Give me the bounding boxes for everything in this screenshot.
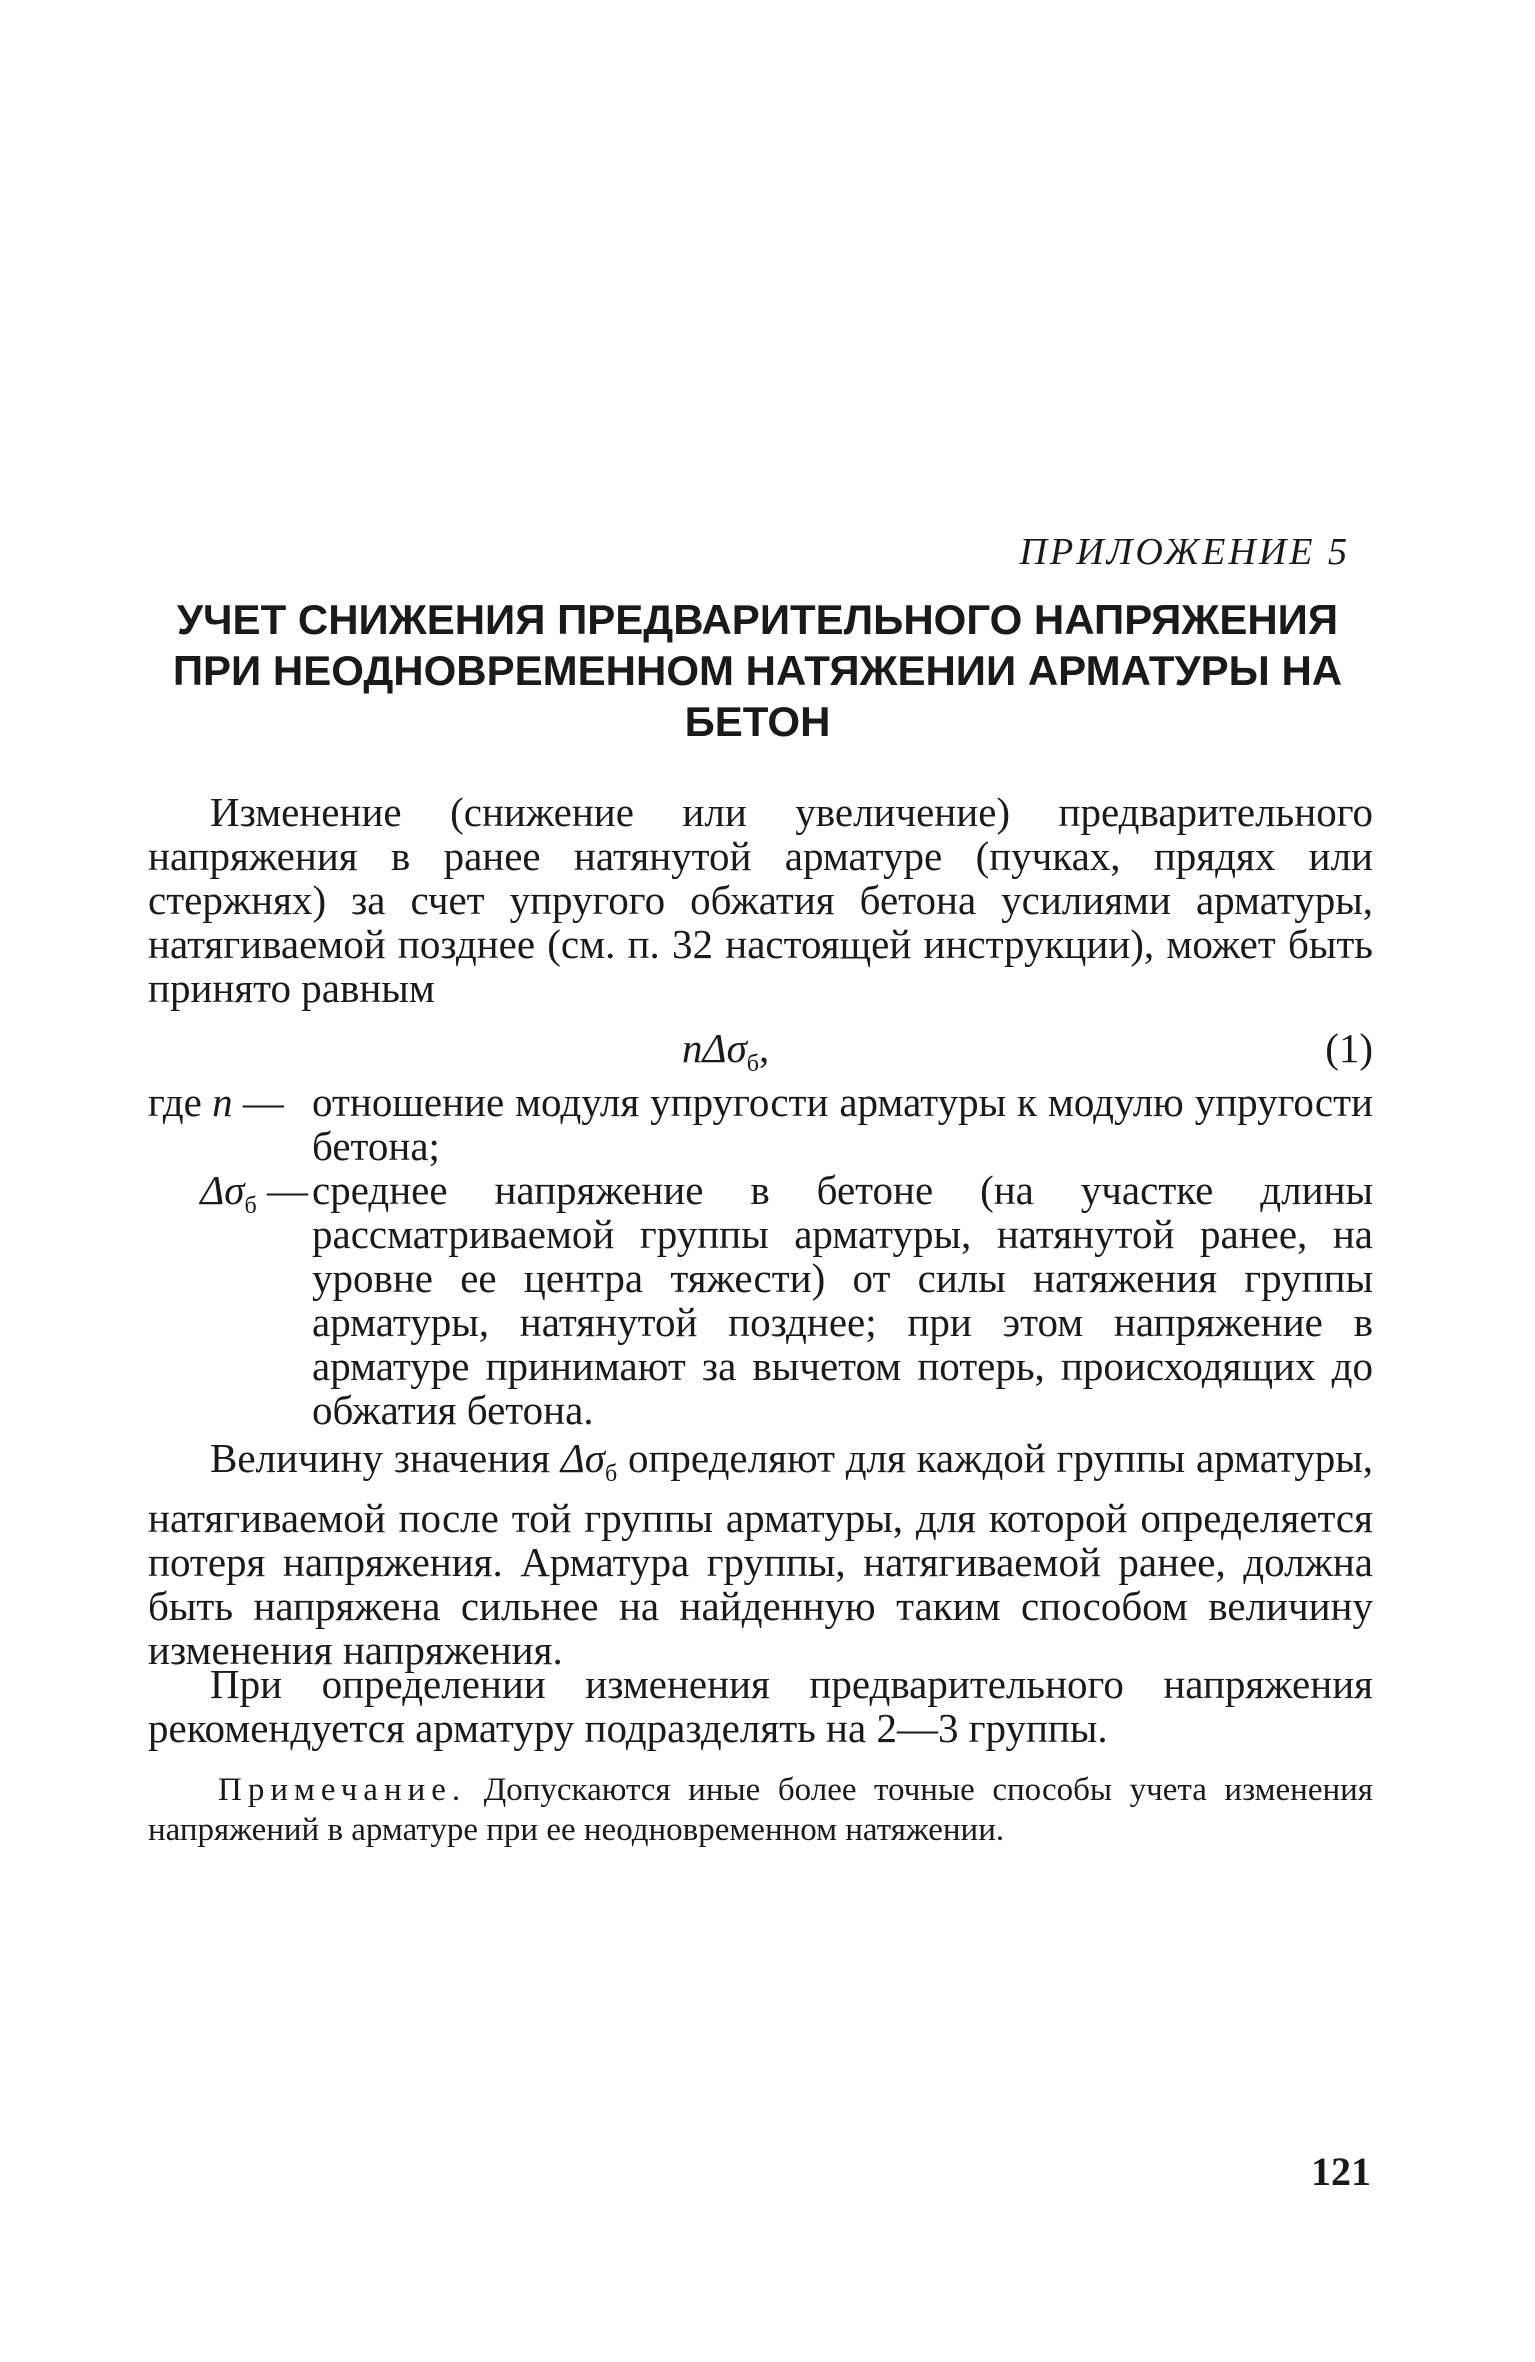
formula-expression: nΔσ$_б$, <box>682 1025 770 1078</box>
definition-term: где n — <box>148 1079 284 1125</box>
title-line: ПРИ НЕОДНОВРЕМЕННОМ НАТЯЖЕНИИ АРМАТУРЫ НА <box>172 647 1343 694</box>
definition-text: среднее напряжение в бетоне (на участке длины рассматриваемой группы арматуры, натянутой ранее, на уровне ее центра тяжести) от силы натяжения группы арматуры, натянутой позднее; при этом напряжение в арматуре принимают за вычетом потерь, происходящих до обжатия бетона. <box>312 1167 1373 1433</box>
definition-item <box>148 1168 1373 1432</box>
intro-paragraph: Изменение (снижение или увеличение) предварительного напряжения в ранее натянутой арматуре (пучках, прядях или стержнях) за счет упругого обжатия бетона усилиями арматуры, натягиваемой позднее (см. п. 32 настоящей инструкции), может быть принято равным <box>148 789 1373 1011</box>
definition-term: $\Delta\sigma_б$ — <box>200 1167 308 1220</box>
title-line: БЕТОН <box>684 698 831 745</box>
page-number: 121 <box>1311 2149 1371 2194</box>
formula <box>0 1024 1535 1078</box>
body-paragraph: При определении изменения предварительного напряжения рекомендуется арматуру подразделять на 2—3 группы. <box>148 1661 1373 1751</box>
title-line: УЧЕТ СНИЖЕНИЯ ПРЕДВАРИТЕЛЬНОГО НАПРЯЖЕНИЯ <box>176 596 1339 643</box>
definitions-list <box>148 1080 1373 1432</box>
footnote <box>148 1770 1373 1850</box>
formula-number: (1) <box>1325 1025 1373 1071</box>
definition-text: отношение модуля упругости арматуры к модулю упругости бетона; <box>312 1079 1373 1169</box>
body-paragraph: Величину значения $\Delta\sigma_б$ определяют для каждой группы арматуры, натягиваемой после той группы арматуры, для которой определяется потеря напряжения. Арматура группы, натягиваемой ранее, должна быть напряжена сильнее на найденную таким способом величину изменения напряжения. <box>148 1435 1374 1674</box>
page-title <box>140 594 1375 747</box>
note-text: Допускаются иные более точные способы учета изменения напряжений в арматуре при ее неодновременном натяжении. <box>148 1772 1373 1848</box>
definition-item <box>148 1080 1373 1168</box>
appendix-label: ПРИЛОЖЕНИЕ 5 <box>1019 531 1350 573</box>
note-label: Примечание. <box>218 1772 467 1808</box>
